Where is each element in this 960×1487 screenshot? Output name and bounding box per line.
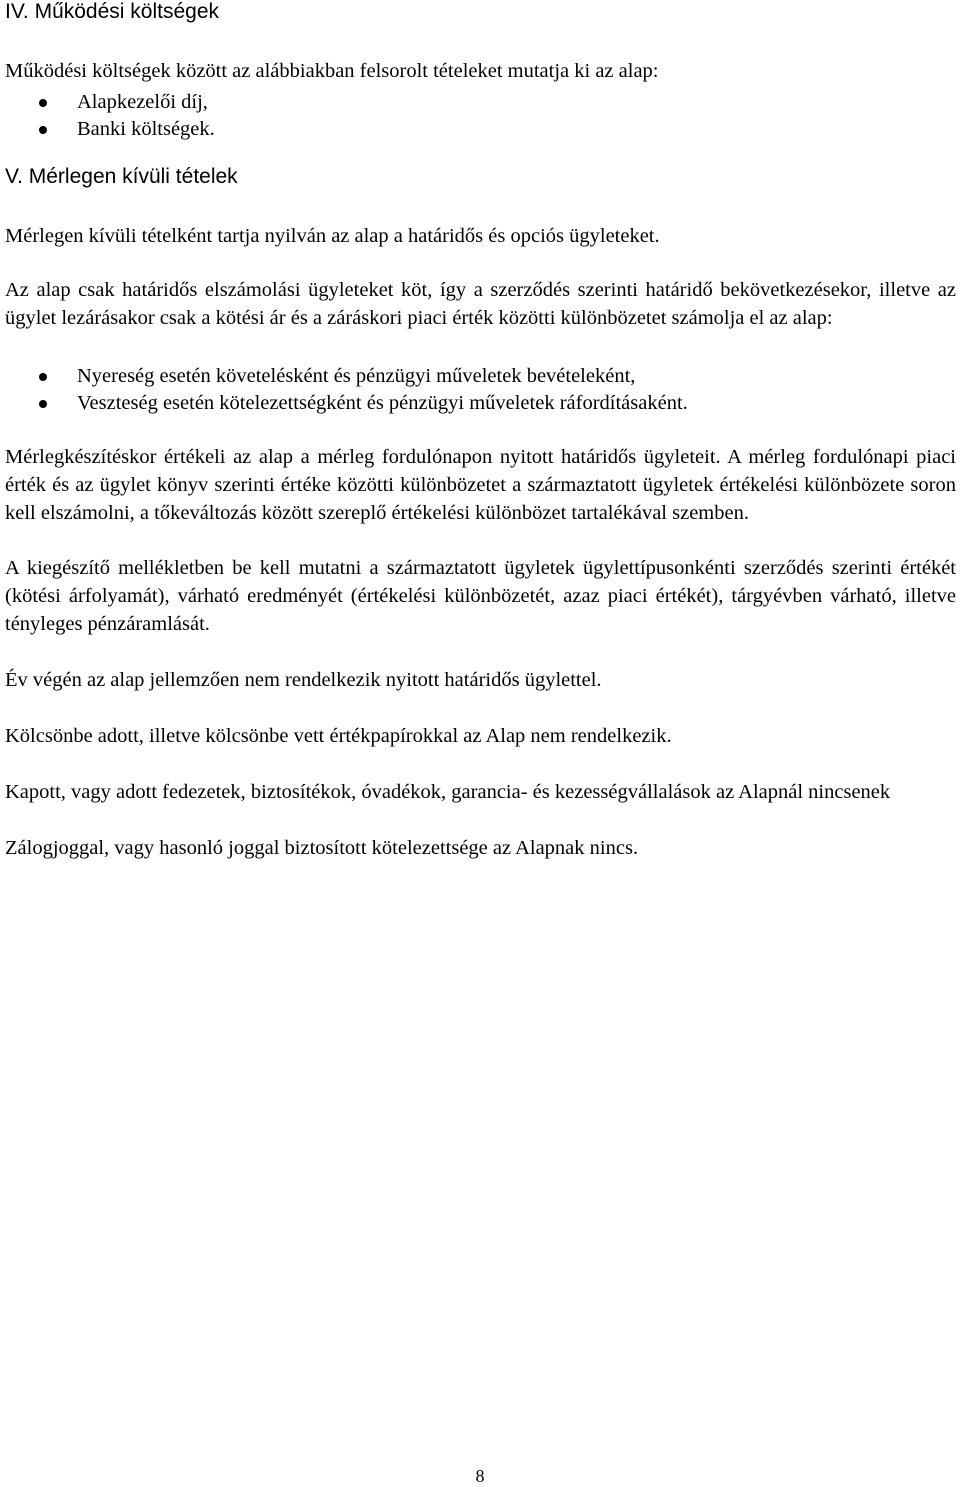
settlement-paragraph: Az alap csak határidős elszámolási ügyleteket köt, így a szerződés szerinti határidő bekövetkezésekor, illetve az ügylet lezárásakor csak a kötési ár és a záráskori piaci érték közötti különbözetet számolja el az alap: — [5, 279, 956, 329]
pledge-paragraph: Zálogjoggal, vagy hasonló joggal biztosított kötelezettsége az Alapnak nincs. — [5, 837, 639, 859]
bullet-icon — [39, 99, 47, 107]
list-item — [5, 89, 956, 116]
list-item-text: Veszteség esetén kötelezettségként és pénzügyi műveletek ráfordításaként. — [77, 392, 688, 414]
section-4-intro: Működési költségek között az alábbiakban felsorolt tételeket mutatja ki az alap: — [5, 60, 659, 82]
list-item-text: Alapkezelői díj, — [77, 91, 208, 113]
list-item-text: Nyereség esetén követelésként és pénzügyi műveletek bevételeként, — [77, 365, 636, 387]
section-5-heading: V. Mérlegen kívüli tételek — [5, 165, 238, 188]
settlement-list — [5, 363, 956, 417]
section-4-heading: IV. Működési költségek — [5, 0, 220, 23]
valuation-paragraph: Mérlegkészítéskor értékeli az alap a mérleg fordulónapon nyitott határidős ügyleteit. A mérleg fordulónapi piaci érték és az ügylet könyv szerinti értéke közötti különbözetet a származtatott ügyletek értékelési különbözete soron kell elszámolni, a tőkeváltozás között szereplő értékelési különbözet tartalékával szemben. — [5, 446, 956, 524]
securities-lending-paragraph: Kölcsönbe adott, illetve kölcsönbe vett értékpapírokkal az Alap nem rendelkezik. — [5, 725, 672, 747]
year-end-paragraph: Év végén az alap jellemzően nem rendelkezik nyitott határidős ügylettel. — [5, 669, 602, 691]
section-5-intro: Mérlegen kívüli tételként tartja nyilván az alap a határidős és opciós ügyleteket. — [5, 225, 660, 247]
document-page — [5, 0, 956, 862]
list-item — [5, 390, 956, 417]
bullet-icon — [39, 126, 47, 134]
disclosure-paragraph: A kiegészítő mellékletben be kell mutatni a származtatott ügyletek ügylettípusonkénti szerződés szerinti értékét (kötési árfolyamát), várható eredményét (értékelési különbözetét, azaz piaci értékét), tárgyévben várható, illetve tényleges pénzáramlását. — [5, 557, 956, 635]
collateral-paragraph: Kapott, vagy adott fedezetek, biztosítékok, óvadékok, garancia- és kezességvállalások az Alapnál nincsenek — [5, 781, 891, 803]
list-item — [5, 116, 956, 143]
page-number: 8 — [475, 1466, 485, 1486]
list-item-text: Banki költségek. — [77, 118, 215, 140]
bullet-icon — [39, 373, 47, 381]
bullet-icon — [39, 400, 47, 408]
list-item — [5, 363, 956, 390]
cost-list — [5, 89, 956, 143]
